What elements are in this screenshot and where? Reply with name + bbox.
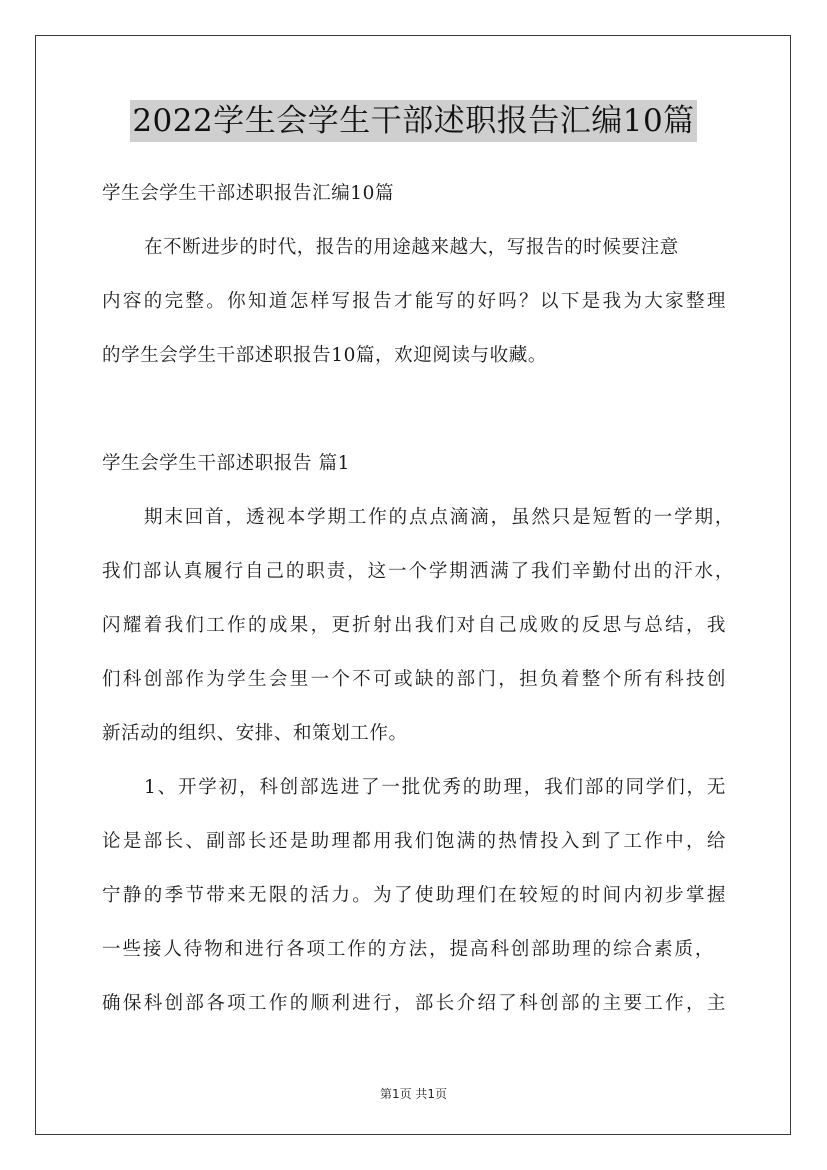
page-footer: 第1页 共1页 [379,1087,448,1101]
paragraph-line: 新活动的组织、安排、和策划工作。 [102,723,408,744]
section-heading: 学生会学生干部述职报告 篇1 [102,453,351,474]
paragraph-line: 期末回首，透视本学期工作的点点滴滴，虽然只是短暂的一学期， [144,507,734,528]
paragraph-line: 内容的完整。你知道怎样写报告才能写的好吗？以下是我为大家整理 [102,291,726,312]
paragraph-line: 我们部认真履行自己的职责，这一个学期洒满了我们辛勤付出的汗水， [102,561,734,582]
paragraph-line: 宁静的季节带来无限的活力。为了使助理们在较短的时间内初步掌握 [102,885,726,906]
paragraph-line: 1、开学初，科创部选进了一批优秀的助理，我们部的同学们，无 [144,777,726,798]
document-title: 2022学生会学生干部述职报告汇编10篇 [130,100,696,142]
subtitle-line: 学生会学生干部述职报告汇编10篇 [102,183,395,204]
paragraph-line: 们科创部作为学生会里一个不可或缺的部门，担负着整个所有科技创 [102,669,726,690]
paragraph-line: 的学生会学生干部述职报告10篇，欢迎阅读与收藏。 [102,345,547,366]
paragraph-line: 在不断进步的时代，报告的用途越来越大，写报告的时候要注意 [144,237,679,258]
title-container [0,100,827,142]
paragraph-line: 闪耀着我们工作的成果，更折射出我们对自己成败的反思与总结，我 [102,615,726,636]
paragraph-line: 一些接人待物和进行各项工作的方法，提高科创部助理的综合素质， [102,939,714,960]
paragraph-line: 确保科创部各项工作的顺利进行，部长介绍了科创部的主要工作，主 [102,993,726,1014]
paragraph-line: 论是部长、副部长还是助理都用我们饱满的热情投入到了工作中，给 [102,831,726,852]
